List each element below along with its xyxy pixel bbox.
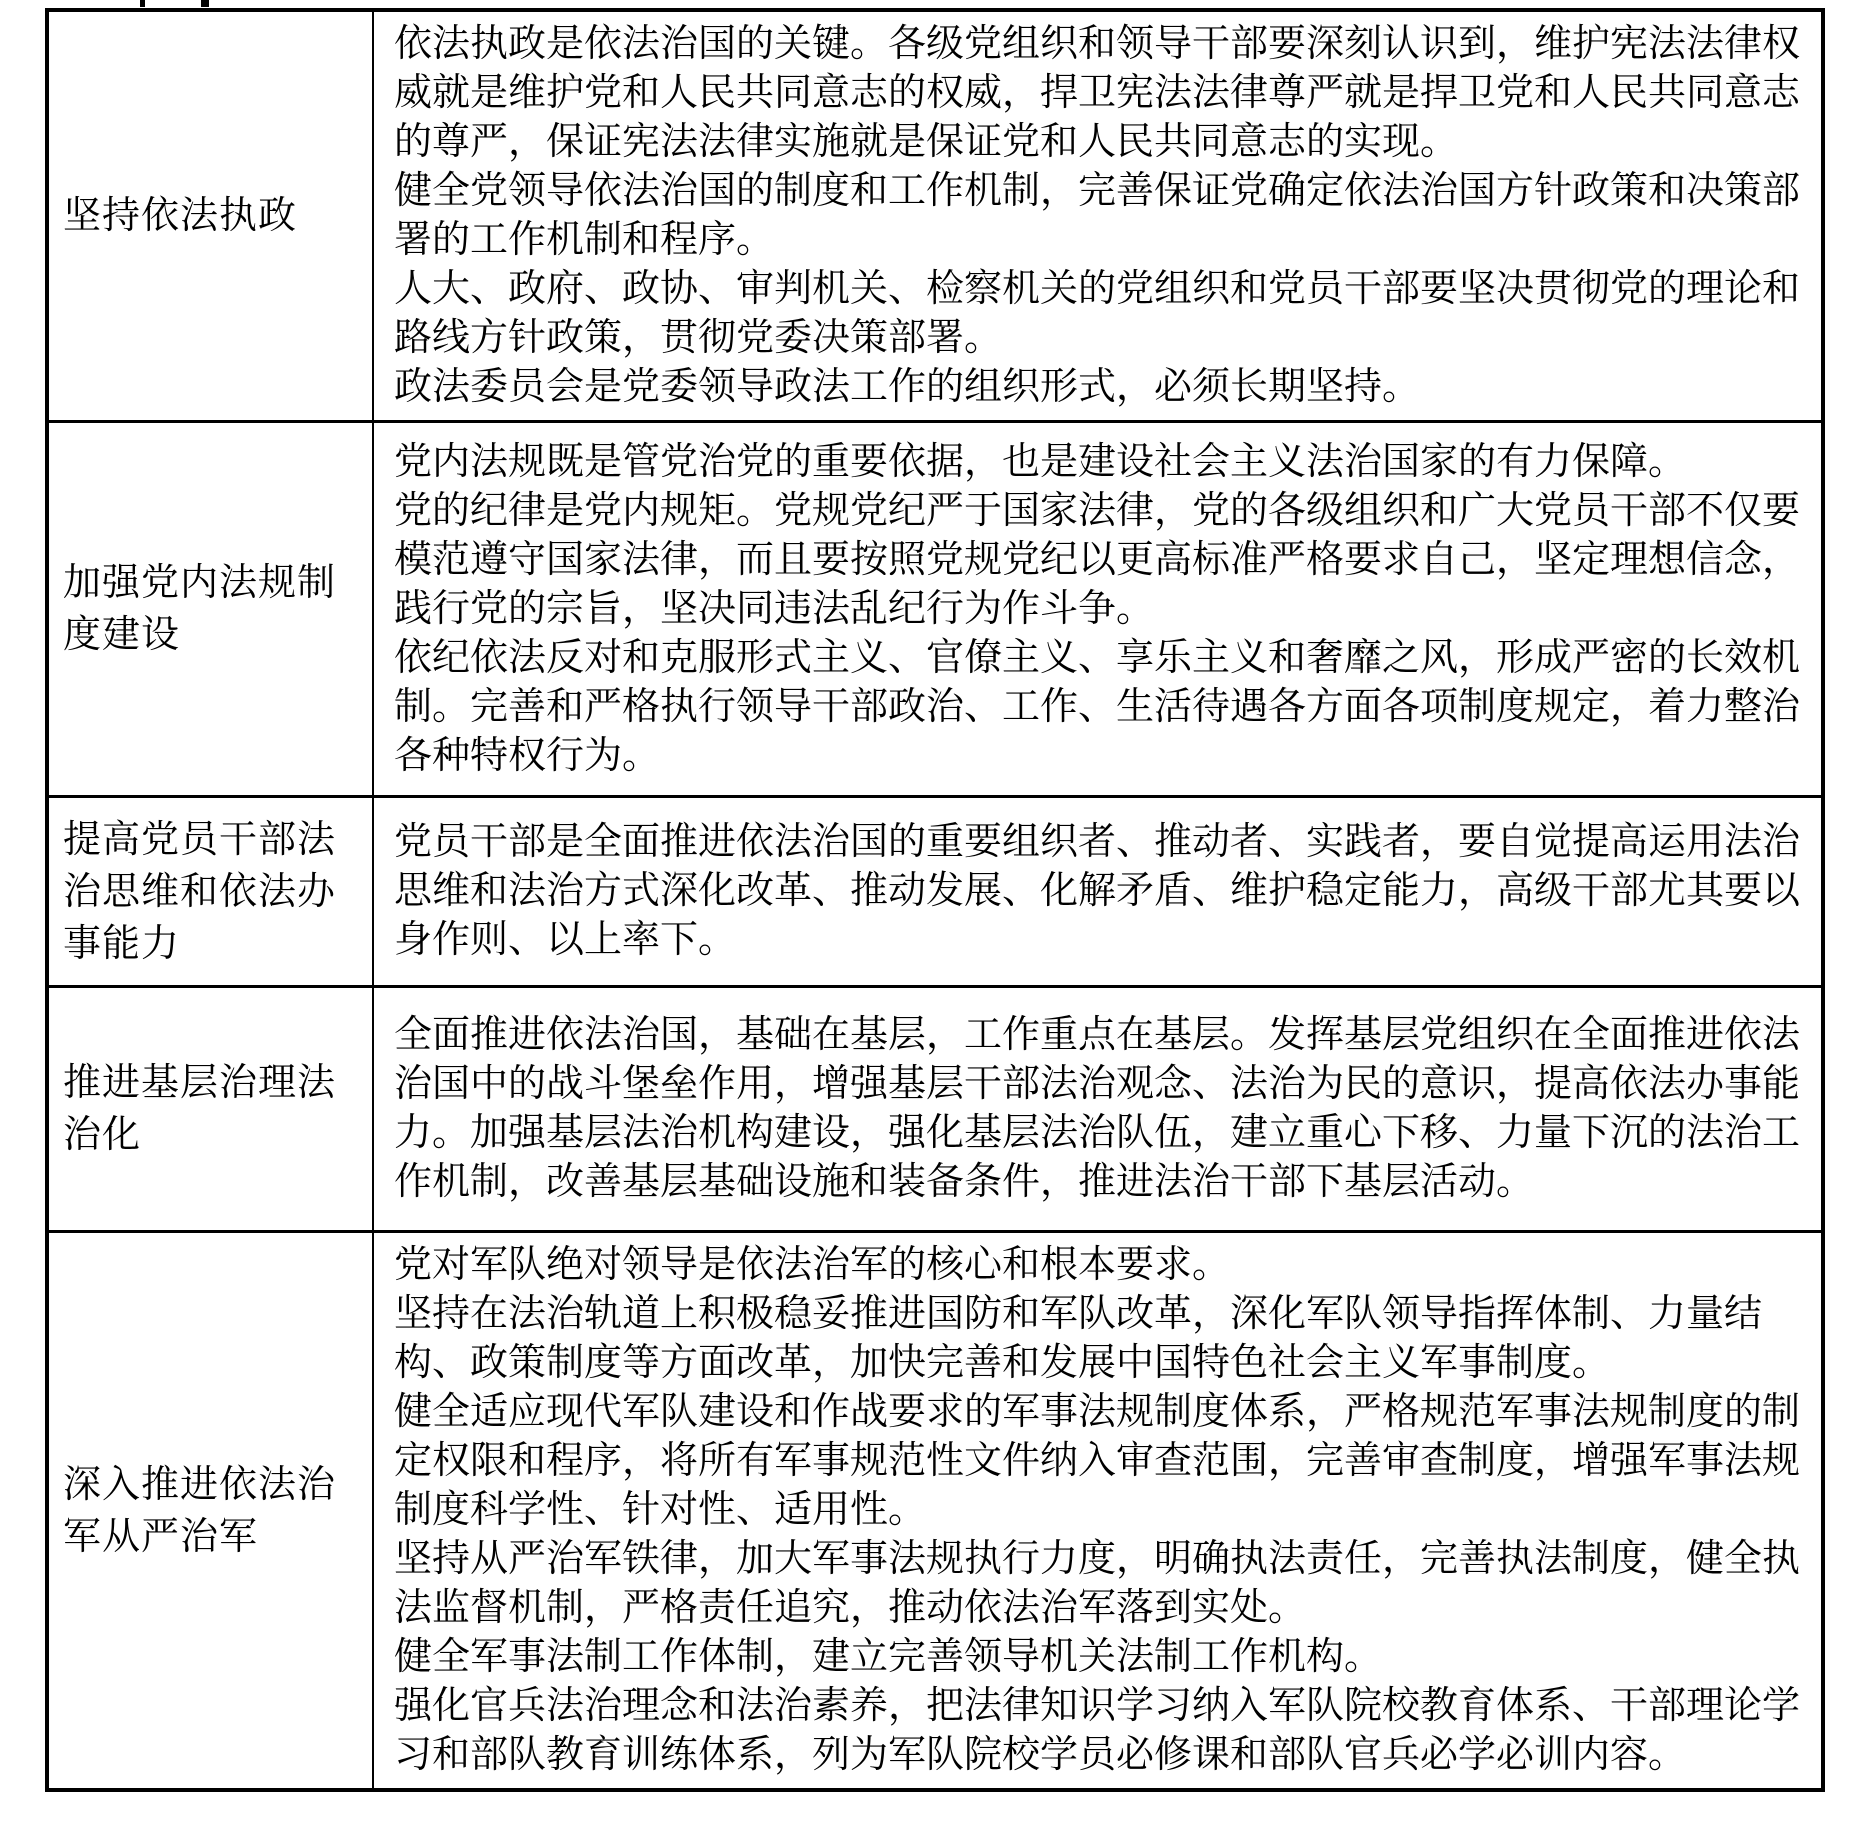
row-body-cell xyxy=(374,12,1821,420)
row-body-cell xyxy=(374,423,1821,795)
body-paragraph: 强化官兵法治理念和法治素养，把法律知识学习纳入军队院校教育体系、干部理论学习和部队教育训练体系，列为军队院校学员必修课和部队官兵必学必训内容。 xyxy=(394,1685,1801,1776)
row-body-cell xyxy=(374,798,1821,985)
body-paragraph: 依纪依法反对和克服形式主义、官僚主义、享乐主义和奢靡之风，形成严密的长效机制。完善和严格执行领导干部政治、工作、生活待遇各方面各项制度规定，着力整治各种特权行为。 xyxy=(394,636,1801,777)
body-paragraph: 党内法规既是管党治党的重要依据，也是建设社会主义法治国家的有力保障。 xyxy=(394,440,1687,483)
table-row xyxy=(49,420,1821,795)
row-header: 深入推进依法治军从严治军 xyxy=(63,1463,337,1558)
row-header: 加强党内法规制度建设 xyxy=(63,562,337,656)
body-paragraph: 依法执政是依法治国的关键。各级党组织和领导干部要深刻认识到，维护宪法法律权威就是维护党和人民共同意志的权威，捍卫宪法法律尊严就是捍卫党和人民共同意志的尊严，保证宪法法律实施就是保证党和人民共同意志的实现。 xyxy=(394,23,1801,163)
body-paragraph: 全面推进依法治国，基础在基层，工作重点在基层。发挥基层党组织在全面推进依法治国中的战斗堡垒作用，增强基层干部法治观念、法治为民的意识，提高依法办事能力。加强基层法治机构建设，强化基层法治队伍，建立重心下移、力量下沉的法治工作机制，改善基层基础设施和装备条件，推进法治干部下基层活动。 xyxy=(394,1014,1801,1203)
row-header-cell xyxy=(49,12,374,420)
body-paragraph: 党的纪律是党内规矩。党规党纪严于国家法律，党的各级组织和广大党员干部不仅要模范遵守国家法律，而且要按照党规党纪以更高标准严格要求自己，坚定理想信念，践行党的宗旨，坚决同违法乱纪行为作斗争。 xyxy=(394,489,1801,630)
body-paragraph: 人大、政府、政协、审判机关、检察机关的党组织和党员干部要坚决贯彻党的理论和路线方针政策，贯彻党委决策部署。 xyxy=(394,268,1801,359)
body-paragraph: 政法委员会是党委领导政法工作的组织形式，必须长期坚持。 xyxy=(394,366,1421,408)
body-paragraph: 党对军队绝对领导是依法治军的核心和根本要求。 xyxy=(394,1244,1231,1286)
row-body-cell xyxy=(374,988,1821,1230)
table-row xyxy=(49,12,1821,420)
row-body-cell xyxy=(374,1233,1821,1788)
body-paragraph: 健全党领导依法治国的制度和工作机制，完善保证党确定依法治国方针政策和决策部署的工作机制和程序。 xyxy=(394,170,1801,261)
row-header: 提高党员干部法治思维和依法办事能力 xyxy=(63,818,337,965)
row-header-cell xyxy=(49,798,374,985)
body-paragraph: 坚持在法治轨道上积极稳妥推进国防和军队改革，深化军队领导指挥体制、力量结构、政策制度等方面改革，加快完善和发展中国特色社会主义军事制度。 xyxy=(394,1293,1763,1384)
table-row xyxy=(49,985,1821,1230)
body-paragraph: 健全军事法制工作体制，建立完善领导机关法制工作机构。 xyxy=(394,1636,1383,1678)
body-paragraph: 健全适应现代军队建设和作战要求的军事法规制度体系，严格规范军事法规制度的制定权限和程序，将所有军事规范性文件纳入审查范围，完善审查制度，增强军事法规制度科学性、针对性、适用性。 xyxy=(394,1391,1801,1531)
row-header: 推进基层治理法治化 xyxy=(63,1062,337,1156)
table-row xyxy=(49,1230,1821,1788)
row-header-cell xyxy=(49,1233,374,1788)
content-table xyxy=(45,8,1825,1792)
body-paragraph: 党员干部是全面推进依法治国的重要组织者、推动者、实践者，要自觉提高运用法治思维和法治方式深化改革、推动发展、化解矛盾、维护稳定能力，高级干部尤其要以身作则、以上率下。 xyxy=(394,821,1801,961)
cut-off-text-fragment xyxy=(201,0,209,7)
table-row xyxy=(49,795,1821,985)
row-header-cell xyxy=(49,988,374,1230)
body-paragraph: 坚持从严治军铁律，加大军事法规执行力度，明确执法责任，完善执法制度，健全执法监督机制，严格责任追究，推动依法治军落到实处。 xyxy=(394,1538,1801,1629)
cut-off-text-fragment xyxy=(140,0,145,7)
row-header-cell xyxy=(49,423,374,795)
row-header: 坚持依法执政 xyxy=(63,195,298,237)
